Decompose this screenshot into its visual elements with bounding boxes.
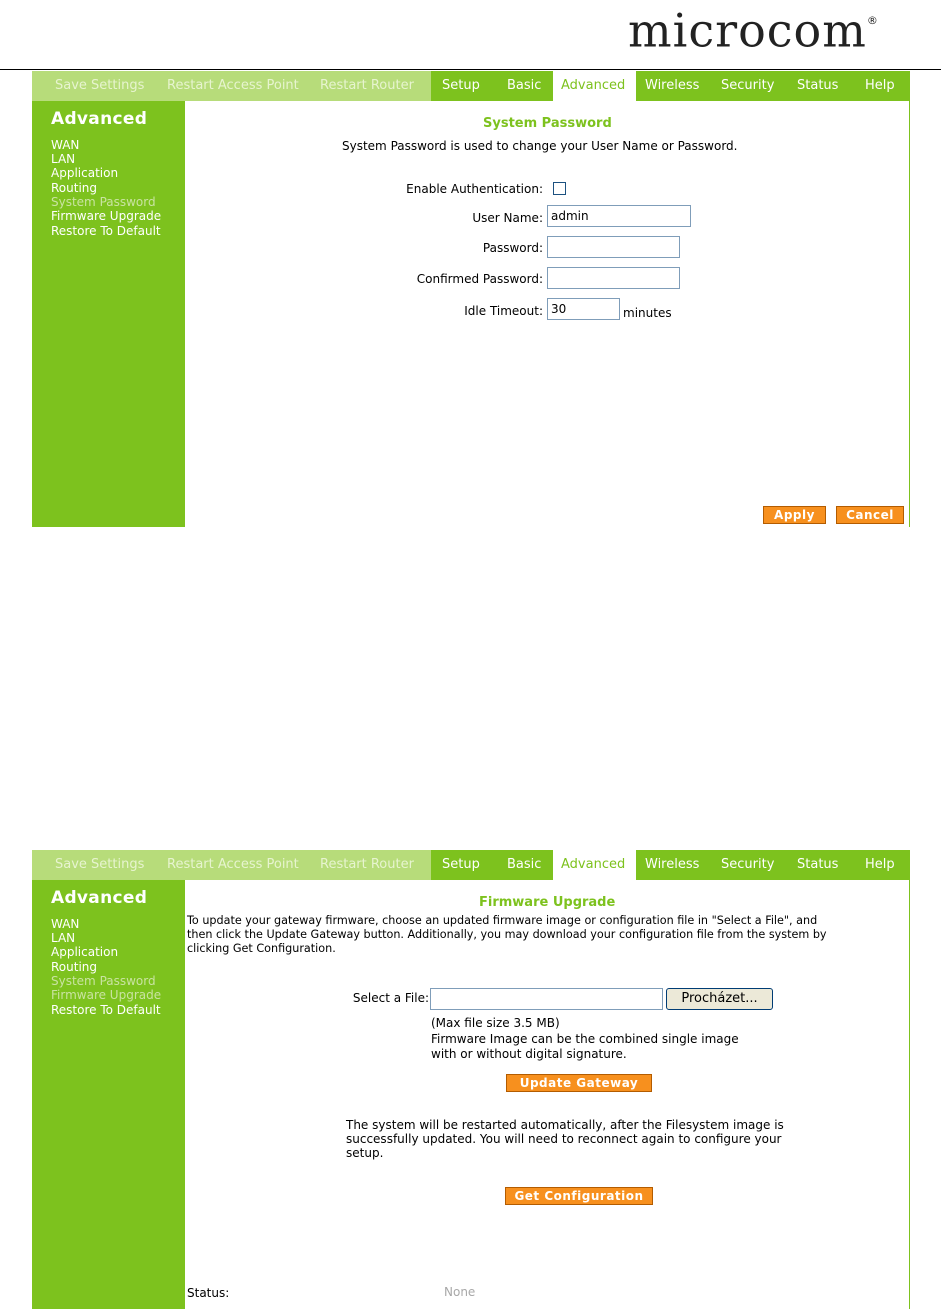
page-title: Firmware Upgrade [479, 895, 616, 910]
password-field[interactable] [547, 236, 680, 258]
tab-help[interactable]: Help [865, 78, 895, 93]
confirm-password-field[interactable] [547, 267, 680, 289]
tab-setup[interactable]: Setup [442, 78, 480, 93]
username-label: User Name: [472, 211, 543, 225]
enable-auth-checkbox[interactable] [553, 182, 566, 195]
intro-line-1: To update your gateway firmware, choose an updated firmware image or configuration file in "Select a File", and [187, 914, 818, 927]
sidebar [32, 101, 185, 527]
tab-setup[interactable]: Setup [442, 857, 480, 872]
sidebar-item-firmware-upgrade[interactable]: Firmware Upgrade [51, 209, 162, 223]
tab-basic[interactable]: Basic [507, 78, 542, 93]
select-file-label: Select a File: [352, 991, 429, 1005]
file-path-field[interactable] [430, 988, 663, 1010]
tab-help[interactable]: Help [865, 857, 895, 872]
microcom-logo: microcom® [628, 3, 879, 58]
tab-security[interactable]: Security [721, 857, 775, 872]
update-gateway-button[interactable]: Update Gateway [506, 1074, 652, 1092]
firmware-upgrade-panel [32, 850, 910, 1309]
sidebar-item-restore-default[interactable]: Restore To Default [51, 224, 161, 238]
save-settings-link[interactable]: Save Settings [55, 78, 145, 93]
tab-security[interactable]: Security [721, 78, 775, 93]
sidebar-item-application[interactable]: Application [51, 166, 119, 180]
sidebar-item-wan[interactable]: WAN [51, 138, 80, 152]
sidebar-item-application[interactable]: Application [51, 945, 119, 959]
sidebar-item-system-password[interactable]: System Password [51, 974, 156, 988]
max-file-size: (Max file size 3.5 MB) [431, 1016, 560, 1030]
sidebar-item-wan[interactable]: WAN [51, 917, 80, 931]
sidebar-item-system-password[interactable]: System Password [51, 195, 156, 209]
intro-line-3: clicking Get Configuration. [187, 942, 336, 955]
firmware-note-1: Firmware Image can be the combined single image [431, 1032, 739, 1046]
restart-router-link[interactable]: Restart Router [320, 857, 414, 872]
save-settings-link[interactable]: Save Settings [55, 857, 145, 872]
apply-button[interactable]: Apply [763, 506, 826, 524]
idle-timeout-label: Idle Timeout: [464, 304, 543, 318]
sidebar-heading: Advanced [51, 888, 148, 908]
sidebar-item-firmware-upgrade[interactable]: Firmware Upgrade [51, 988, 162, 1002]
enable-auth-label: Enable Authentication: [406, 182, 543, 196]
get-configuration-button[interactable]: Get Configuration [505, 1187, 653, 1205]
cancel-button[interactable]: Cancel [836, 506, 904, 524]
content-area [185, 101, 910, 527]
tab-status[interactable]: Status [797, 78, 839, 93]
sidebar-item-lan[interactable]: LAN [51, 152, 76, 166]
sidebar-item-routing[interactable]: Routing [51, 181, 98, 195]
page-description: System Password is used to change your User Name or Password. [342, 139, 738, 153]
confirm-password-label: Confirmed Password: [416, 272, 543, 286]
system-password-panel [32, 71, 910, 527]
tab-advanced[interactable]: Advanced [561, 857, 626, 872]
page-title: System Password [483, 116, 612, 131]
content-area [185, 880, 910, 1309]
sidebar-item-routing[interactable]: Routing [51, 960, 98, 974]
restart-note-1: The system will be restarted automatically, after the Filesystem image is [346, 1118, 784, 1132]
idle-timeout-unit: minutes [623, 306, 672, 320]
restart-access-point-link[interactable]: Restart Access Point [167, 78, 299, 93]
status-label: Status: [187, 1286, 230, 1300]
header-divider [0, 69, 941, 70]
tab-wireless[interactable]: Wireless [645, 78, 700, 93]
username-field[interactable] [547, 205, 691, 227]
idle-timeout-field[interactable] [547, 298, 620, 320]
firmware-note-2: with or without digital signature. [431, 1047, 627, 1061]
sidebar [32, 880, 185, 1309]
tab-advanced[interactable]: Advanced [561, 78, 626, 93]
browse-button[interactable]: Procházet... [666, 988, 773, 1010]
restart-note-3: setup. [346, 1146, 384, 1160]
sidebar-item-lan[interactable]: LAN [51, 931, 76, 945]
intro-line-2: then click the Update Gateway button. Additionally, you may download your configuration file from the system by [187, 928, 827, 941]
restart-router-link[interactable]: Restart Router [320, 78, 414, 93]
tab-status[interactable]: Status [797, 857, 839, 872]
status-value: None [444, 1285, 476, 1299]
tab-basic[interactable]: Basic [507, 857, 542, 872]
sidebar-item-restore-default[interactable]: Restore To Default [51, 1003, 161, 1017]
top-navigation [32, 71, 910, 101]
password-label: Password: [482, 241, 543, 255]
restart-access-point-link[interactable]: Restart Access Point [167, 857, 299, 872]
tab-wireless[interactable]: Wireless [645, 857, 700, 872]
top-navigation [32, 850, 910, 880]
restart-note-2: successfully updated. You will need to reconnect again to configure your [346, 1132, 782, 1146]
sidebar-heading: Advanced [51, 109, 148, 129]
